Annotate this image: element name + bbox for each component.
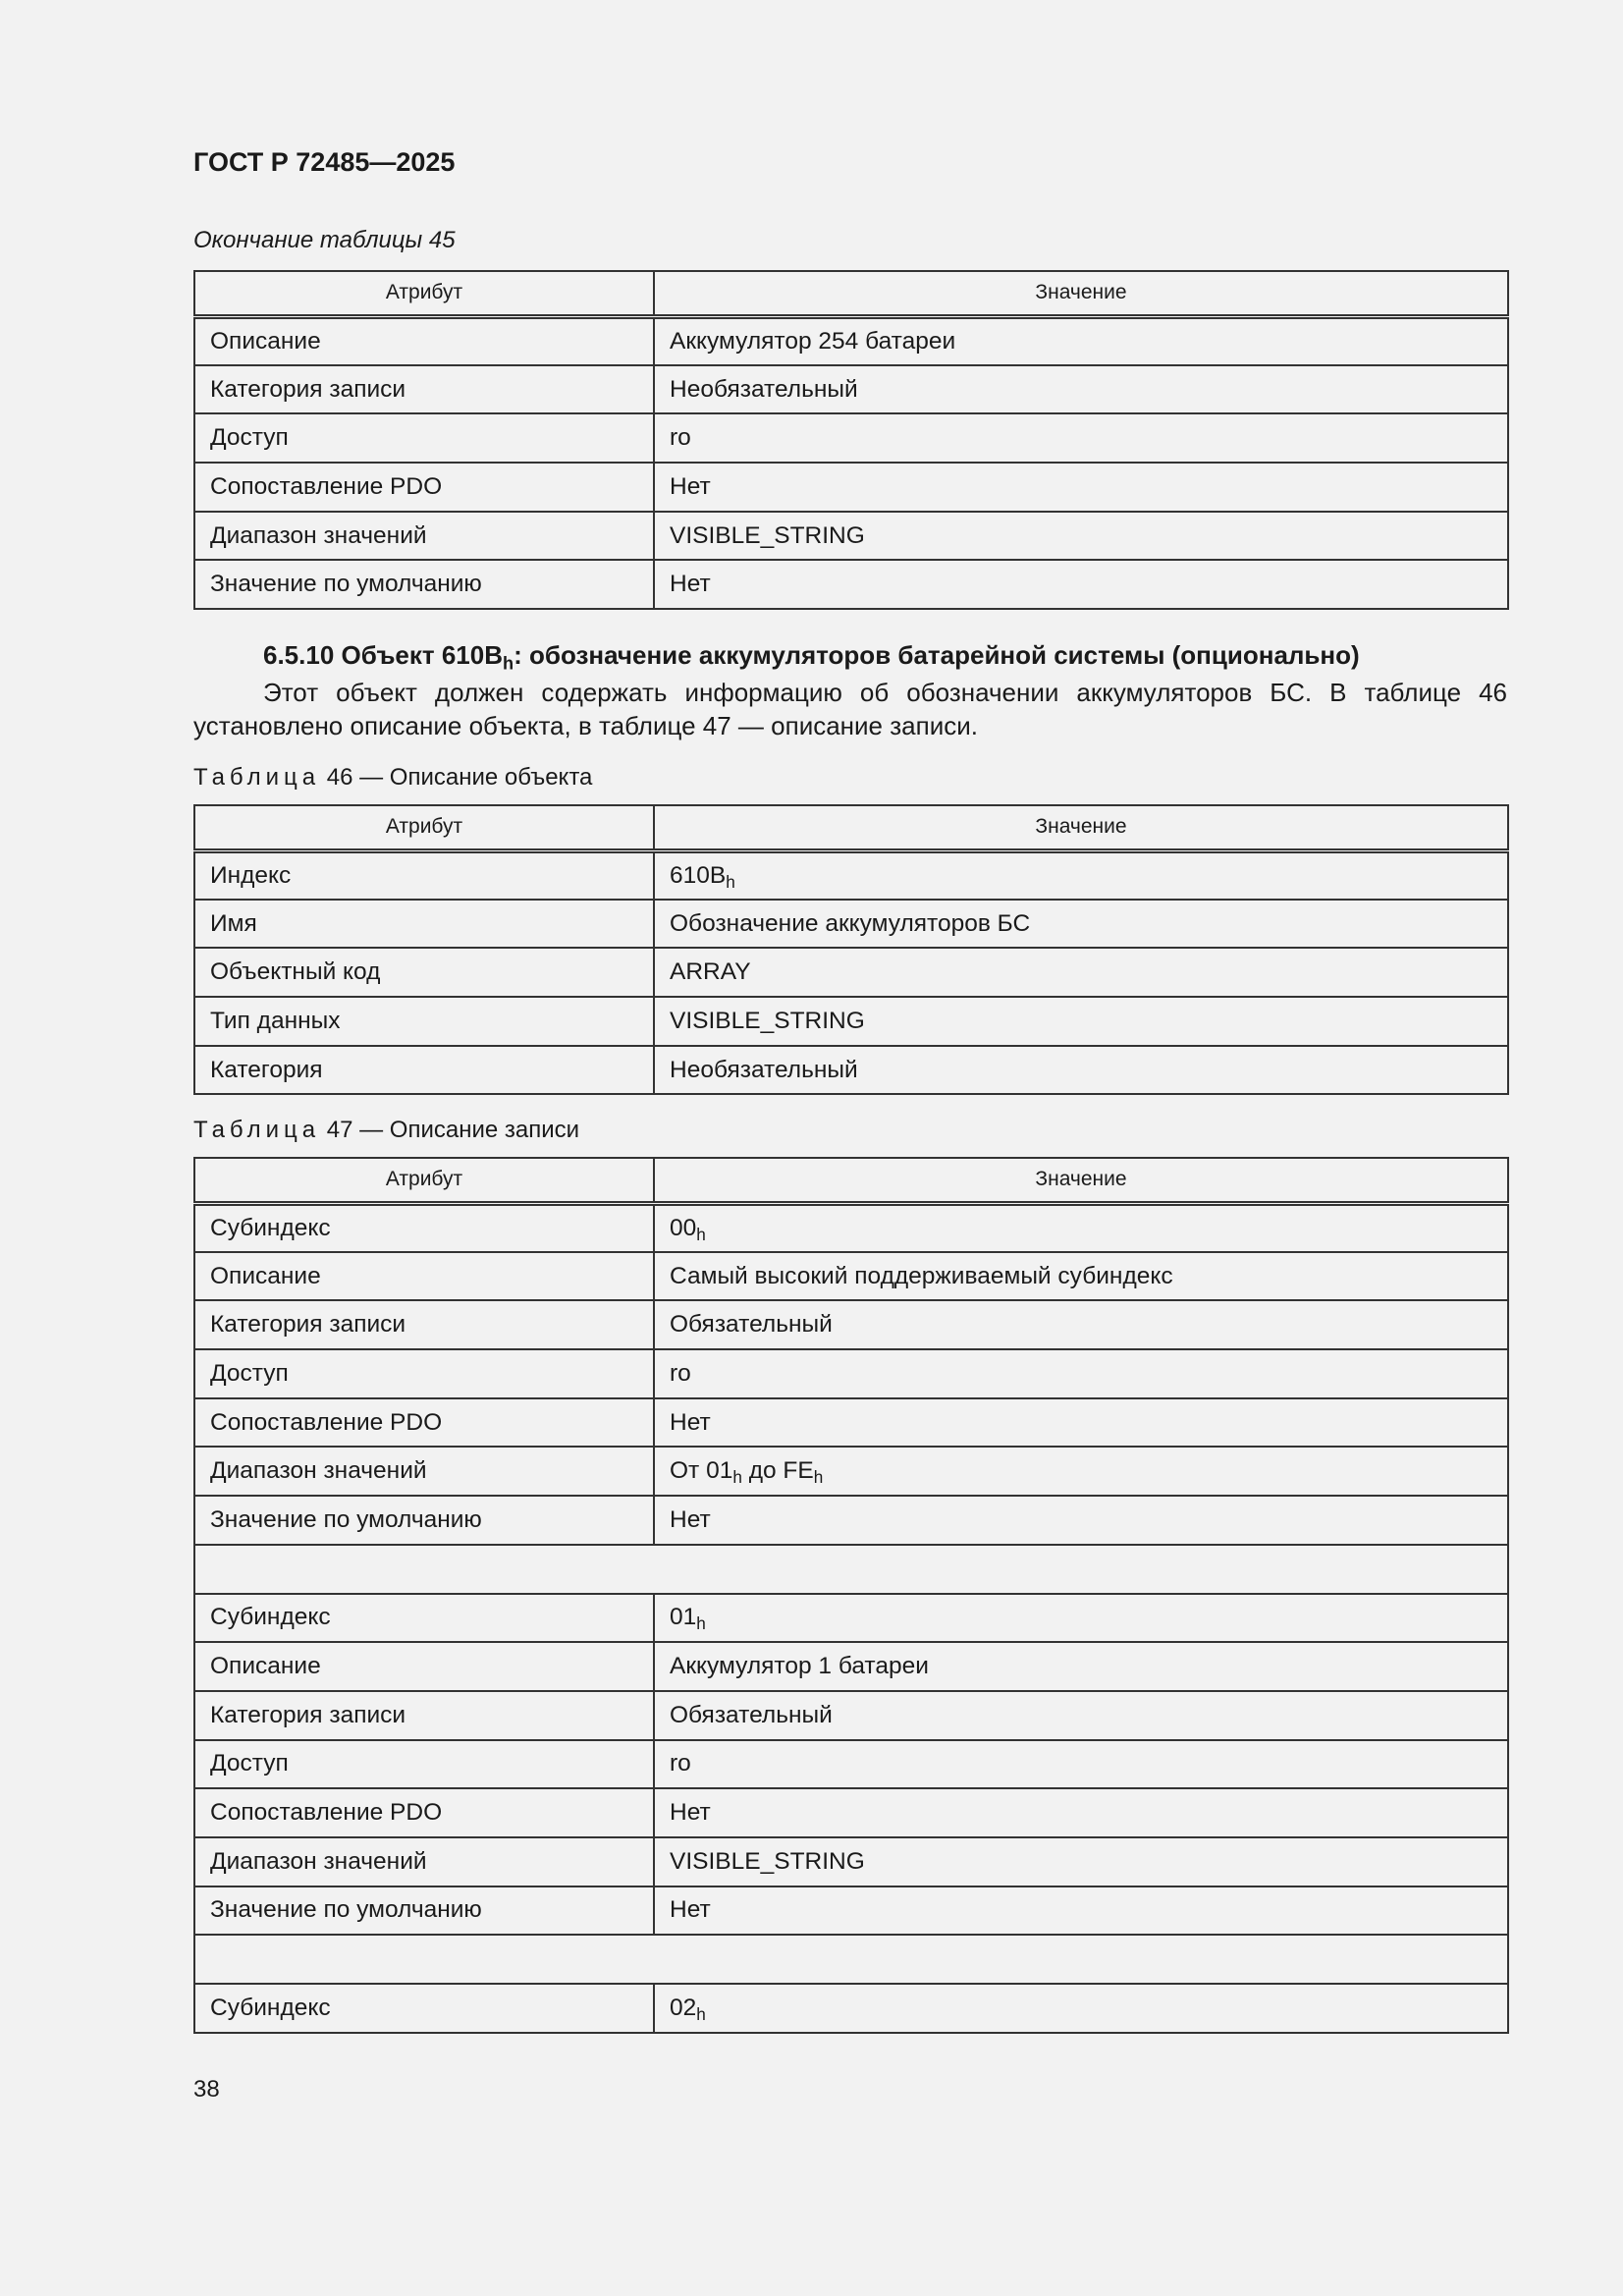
attribute-cell: Описание — [194, 316, 654, 365]
value-cell: Нет — [654, 1886, 1508, 1936]
attribute-cell: Значение по умолчанию — [194, 560, 654, 609]
range-to-text: до FE — [741, 1457, 814, 1485]
separator-row — [194, 1935, 1508, 1984]
value-text: 02 — [670, 1994, 697, 2021]
table-row — [194, 1788, 1508, 1837]
table-46 — [193, 804, 1509, 1095]
table-row — [194, 850, 1508, 900]
table-continuation-caption: Окончание таблицы 45 — [193, 227, 456, 253]
table-row — [194, 1594, 1508, 1643]
value-cell: Нет — [654, 1398, 1508, 1448]
section-heading-suffix: : обозначение аккумуляторов батарейной системы (опционально) — [514, 640, 1360, 670]
table-row — [194, 1691, 1508, 1740]
attribute-cell: Категория записи — [194, 365, 654, 414]
table-row — [194, 1349, 1508, 1398]
value-cell: VISIBLE_STRING — [654, 997, 1508, 1046]
header-attribute: Атрибут — [194, 805, 654, 850]
table-45-continuation — [193, 270, 1509, 610]
caption-label: Таблица — [193, 1117, 321, 1143]
table-row — [194, 1837, 1508, 1886]
value-cell: Аккумулятор 1 батареи — [654, 1642, 1508, 1691]
table-row — [194, 512, 1508, 561]
table-47 — [193, 1157, 1509, 2034]
table-row — [194, 1252, 1508, 1301]
table-row — [194, 900, 1508, 949]
value-cell: ro — [654, 1740, 1508, 1789]
table-row — [194, 1886, 1508, 1936]
header-attribute: Атрибут — [194, 1158, 654, 1203]
attribute-cell: Субиндекс — [194, 1203, 654, 1252]
header-value: Значение — [654, 271, 1508, 316]
value-cell — [654, 1203, 1508, 1252]
table-row — [194, 1398, 1508, 1448]
table-row — [194, 1046, 1508, 1095]
hex-subscript: h — [503, 653, 514, 674]
value-cell: VISIBLE_STRING — [654, 512, 1508, 561]
attribute-cell: Имя — [194, 900, 654, 949]
attribute-cell: Сопоставление PDO — [194, 463, 654, 512]
table-46-caption — [193, 764, 592, 792]
value-cell: VISIBLE_STRING — [654, 1837, 1508, 1886]
attribute-cell: Доступ — [194, 413, 654, 463]
section-heading-prefix: 6.5.10 Объект 610B — [263, 640, 503, 670]
value-cell — [654, 850, 1508, 900]
separator-cell — [194, 1935, 1508, 1984]
table-row — [194, 948, 1508, 997]
hex-subscript: h — [732, 1467, 742, 1488]
attribute-cell: Описание — [194, 1252, 654, 1301]
attribute-cell: Диапазон значений — [194, 512, 654, 561]
value-cell: Нет — [654, 1496, 1508, 1545]
table-row — [194, 316, 1508, 365]
caption-text: 47 — Описание записи — [320, 1117, 580, 1143]
value-cell: Необязательный — [654, 365, 1508, 414]
attribute-cell: Объектный код — [194, 948, 654, 997]
table-row — [194, 560, 1508, 609]
header-attribute: Атрибут — [194, 271, 654, 316]
separator-row — [194, 1545, 1508, 1594]
body-paragraph: Этот объект должен содержать информацию об обозначении аккумуляторов БС. В таблице 46 установлено описание объекта, в таблице 47 — описание записи. — [193, 678, 1507, 740]
separator-cell — [194, 1545, 1508, 1594]
attribute-cell: Категория записи — [194, 1300, 654, 1349]
value-cell — [654, 1447, 1508, 1496]
value-text: 01 — [670, 1604, 697, 1631]
page-number: 38 — [193, 2076, 220, 2103]
attribute-cell: Сопоставление PDO — [194, 1398, 654, 1448]
table-row — [194, 1203, 1508, 1252]
table-row — [194, 463, 1508, 512]
table-row — [194, 1740, 1508, 1789]
hex-subscript: h — [696, 1224, 706, 1244]
attribute-cell: Диапазон значений — [194, 1447, 654, 1496]
attribute-cell: Категория — [194, 1046, 654, 1095]
table-row — [194, 413, 1508, 463]
value-cell: Нет — [654, 463, 1508, 512]
value-cell: Обязательный — [654, 1691, 1508, 1740]
hex-subscript: h — [696, 2003, 706, 2024]
value-text: 00 — [670, 1214, 697, 1241]
attribute-cell: Категория записи — [194, 1691, 654, 1740]
attribute-cell: Индекс — [194, 850, 654, 900]
value-cell: Самый высокий поддерживаемый субиндекс — [654, 1252, 1508, 1301]
attribute-cell: Тип данных — [194, 997, 654, 1046]
attribute-cell: Значение по умолчанию — [194, 1886, 654, 1936]
value-cell: Нет — [654, 560, 1508, 609]
table-row — [194, 997, 1508, 1046]
document-code: ГОСТ Р 72485—2025 — [193, 147, 456, 177]
value-cell — [654, 1594, 1508, 1643]
attribute-cell: Диапазон значений — [194, 1837, 654, 1886]
value-cell: Обязательный — [654, 1300, 1508, 1349]
attribute-cell: Описание — [194, 1642, 654, 1691]
table-row — [194, 365, 1508, 414]
table-row — [194, 1496, 1508, 1545]
attribute-cell: Субиндекс — [194, 1594, 654, 1643]
value-cell: Обозначение аккумуляторов БС — [654, 900, 1508, 949]
range-from-text: От 01 — [670, 1457, 733, 1485]
caption-text: 46 — Описание объекта — [320, 764, 593, 791]
header-value: Значение — [654, 805, 1508, 850]
attribute-cell: Сопоставление PDO — [194, 1788, 654, 1837]
hex-subscript: h — [726, 871, 735, 892]
value-cell: Аккумулятор 254 батареи — [654, 316, 1508, 365]
table-row — [194, 1447, 1508, 1496]
table-row — [194, 1642, 1508, 1691]
hex-subscript: h — [813, 1467, 824, 1488]
table-row — [194, 1984, 1508, 2033]
value-cell: Нет — [654, 1788, 1508, 1837]
value-cell: ro — [654, 1349, 1508, 1398]
table-row — [194, 1300, 1508, 1349]
value-cell: ARRAY — [654, 948, 1508, 997]
value-cell: ro — [654, 413, 1508, 463]
value-text: 610B — [670, 861, 727, 889]
hex-subscript: h — [696, 1613, 706, 1634]
value-cell: Необязательный — [654, 1046, 1508, 1095]
header-value: Значение — [654, 1158, 1508, 1203]
table-header-row — [194, 1158, 1508, 1203]
attribute-cell: Доступ — [194, 1740, 654, 1789]
table-header-row — [194, 271, 1508, 316]
table-47-caption — [193, 1117, 579, 1144]
section-heading — [263, 640, 1360, 674]
attribute-cell: Значение по умолчанию — [194, 1496, 654, 1545]
attribute-cell: Субиндекс — [194, 1984, 654, 2033]
table-header-row — [194, 805, 1508, 850]
attribute-cell: Доступ — [194, 1349, 654, 1398]
caption-label: Таблица — [193, 764, 321, 791]
value-cell — [654, 1984, 1508, 2033]
